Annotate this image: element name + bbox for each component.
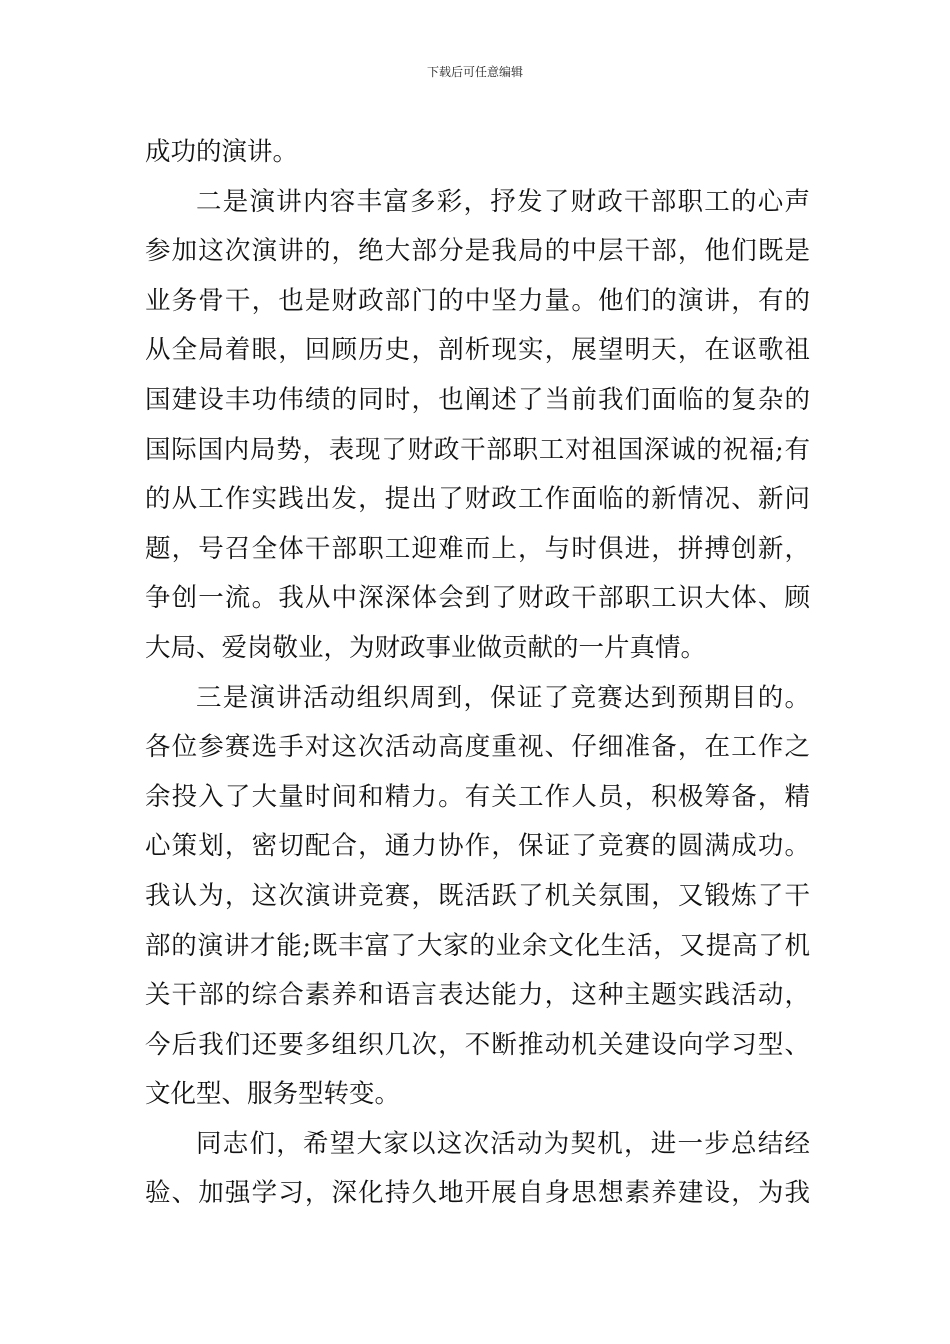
text-line: 余投入了大量时间和精力。有关工作人员，积极筹备，精 [145, 781, 810, 812]
text-line: 二是演讲内容丰富多彩，抒发了财政干部职工的心声 [196, 186, 810, 217]
text-line: 国际国内局势，表现了财政干部职工对祖国深诚的祝福;有 [145, 434, 810, 465]
text-line: 业务骨干，也是财政部门的中坚力量。他们的演讲，有的 [145, 285, 810, 316]
page-header: 下载后可任意编辑 [426, 65, 523, 79]
text-line: 国建设丰功伟绩的同时，也阐述了当前我们面临的复杂的 [145, 384, 810, 415]
text-line: 同志们，希望大家以这次活动为契机，进一步总结经 [196, 1128, 810, 1159]
text-line: 我认为，这次演讲竞赛，既活跃了机关氛围，又锻炼了干 [145, 880, 810, 911]
text-line: 部的演讲才能;既丰富了大家的业余文化生活，又提高了机 [145, 930, 810, 961]
text-line: 三是演讲活动组织周到，保证了竞赛达到预期目的。 [196, 682, 810, 713]
text-line: 大局、爱岗敬业，为财政事业做贡献的一片真情。 [145, 632, 707, 663]
text-line: 关干部的综合素养和语言表达能力，这种主题实践活动， [145, 980, 810, 1011]
text-line: 心策划，密切配合，通力协作，保证了竞赛的圆满成功。 [145, 831, 810, 862]
document-body [145, 128, 810, 1219]
text-line: 成功的演讲。 [145, 137, 299, 167]
text-line: 验、加强学习，深化持久地开展自身思想素养建设，为我 [145, 1178, 810, 1209]
text-line: 今后我们还要多组织几次，不断推动机关建设向学习型、 [145, 1029, 810, 1060]
text-line: 各位参赛选手对这次活动高度重视、仔细准备，在工作之 [145, 732, 810, 763]
text-line: 文化型、服务型转变。 [145, 1079, 401, 1110]
text-line: 争创一流。我从中深深体会到了财政干部职工识大体、顾 [145, 583, 810, 614]
text-line: 参加这次演讲的，绝大部分是我局的中层干部，他们既是 [145, 236, 810, 267]
text-line: 从全局着眼，回顾历史，剖析现实，展望明天，在讴歌祖 [145, 335, 810, 366]
text-line: 的从工作实践出发，提出了财政工作面临的新情况、新问 [145, 484, 810, 515]
text-line: 题，号召全体干部职工迎难而上，与时俱进，拼搏创新， [145, 533, 810, 564]
